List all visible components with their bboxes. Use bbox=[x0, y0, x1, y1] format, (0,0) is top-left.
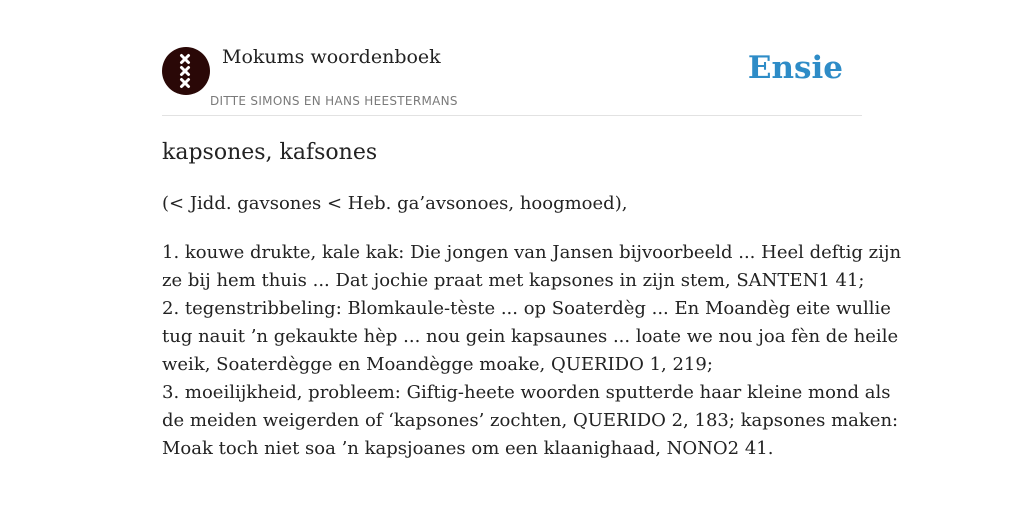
definition-line: ze bij hem thuis ... Dat jochie praat met kapsones in zijn stem, SANTEN1 41; bbox=[162, 270, 865, 291]
definition-line: 3. moeilijkheid, probleem: Giftig-heete woorden sputterde haar kleine mond als bbox=[162, 382, 891, 403]
entry-definition bbox=[162, 239, 902, 463]
definition-line: tug nauit ’n gekaukte hèp ... nou gein kapsaunes ... loate we nou joa fèn de heile bbox=[162, 326, 899, 347]
definition-line: 2. tegenstribbeling: Blomkaule-tèste ... op Soaterdèg ... En Moandèg eite wullie bbox=[162, 298, 891, 319]
entry-etymology: (< Jidd. gavsones < Heb. ga’avsonoes, hoogmoed), bbox=[162, 193, 628, 214]
brand-logo[interactable]: Ensie bbox=[747, 50, 843, 86]
amsterdam-crosses-icon[interactable] bbox=[162, 47, 210, 95]
header-divider bbox=[162, 115, 862, 116]
dictionary-authors: DITTE SIMONS EN HANS HEESTERMANS bbox=[210, 94, 458, 108]
dictionary-title[interactable]: Mokums woordenboek bbox=[222, 46, 441, 68]
definition-line: weik, Soaterdègge en Moandègge moake, QUERIDO 1, 219; bbox=[162, 354, 713, 375]
definition-line: 1. kouwe drukte, kale kak: Die jongen van Jansen bijvoorbeeld ... Heel deftig zijn bbox=[162, 242, 902, 263]
definition-line: Moak toch niet soa ’n kapsjoanes om een klaanighaad, NONO2 41. bbox=[162, 438, 774, 459]
amsterdam-crosses-svg bbox=[162, 47, 210, 95]
entry-headword: kapsones, kafsones bbox=[162, 140, 378, 165]
definition-line: de meiden weigerden of ‘kapsones’ zochten, QUERIDO 2, 183; kapsones maken: bbox=[162, 410, 899, 431]
